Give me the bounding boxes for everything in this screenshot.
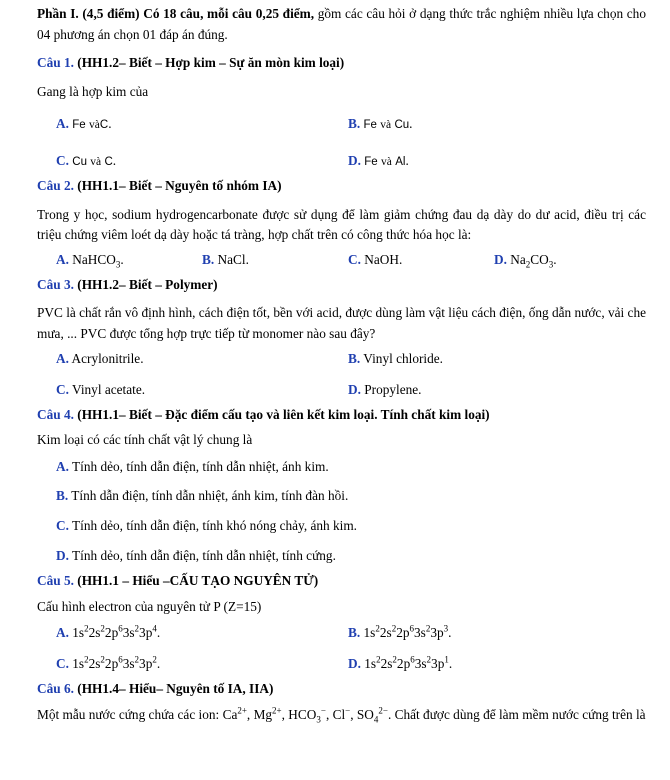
question-1-options — [37, 114, 646, 182]
question-3-stem: PVC là chất rắn vô định hình, cách điện tốt, bền với acid, được dùng làm vật liệu cách điện, ống dẫn nước, vải che mưa, ... PVC được tổng hợp trực tiếp từ monomer nào sau đây? — [37, 305, 646, 341]
question-2-option-a[interactable]: A. NaHCO$_3$. — [56, 251, 124, 270]
question-5-stem: Cấu hình electron của nguyên tử P (Z=15) — [37, 598, 262, 614]
question-5-options — [37, 623, 646, 684]
question-1-option-c[interactable]: C. Cu và C. — [56, 153, 117, 169]
question-4-topic: (HH1.1– Biết – Đặc điểm cấu tạo và liên kết kim loại. Tính chất kim loại) — [77, 406, 490, 422]
question-5-option-b[interactable]: B. $1s^22s^22p^63s^23p^3$. — [348, 624, 452, 641]
question-3-topic: (HH1.2– Biết – Polymer) — [77, 276, 218, 292]
part-header-title: Phần I. (4,5 điểm) Có 18 câu, mỗi câu 0,25 điểm, — [37, 6, 315, 21]
question-4-option-b[interactable]: B. Tính dẫn điện, tính dẫn nhiệt, ánh kim, tính đàn hồi. — [56, 488, 349, 504]
question-3-label: Câu 3. — [37, 276, 74, 292]
question-3-option-a[interactable]: A. Acrylonitrile. — [56, 351, 144, 367]
question-4-options — [37, 457, 646, 575]
question-4-heading — [37, 405, 646, 426]
question-3-option-c[interactable]: C. Vinyl acetate. — [56, 381, 146, 397]
question-5-heading — [37, 571, 646, 592]
question-2-stem: Trong y học, sodium hydrogencarbonate được sử dụng để làm giảm chứng đau dạ dày do dư acid, điều trị các triệu chứng viêm loét dạ dày hoặc tá tràng, hợp chất trên có công thức hóa học là: — [37, 206, 646, 243]
question-2-option-c[interactable]: C. NaOH. — [348, 251, 403, 267]
question-2-heading — [37, 176, 646, 197]
question-4-option-c[interactable]: C. Tính dẻo, tính dẫn điện, tính khó nóng chảy, ánh kim. — [56, 517, 358, 533]
question-6-label: Câu 6. — [37, 680, 74, 696]
question-5-option-d[interactable]: D. $1s^22s^22p^63s^23p^1$. — [348, 654, 453, 672]
question-2-option-b[interactable]: B. NaCl. — [202, 251, 249, 267]
part-header-rest: gồm các câu hỏi ở dạng thức trắc nghiệm nhiều lựa chọn cho 04 phương án chọn 01 đáp án đúng. — [37, 6, 646, 42]
question-1-stem: Gang là hợp kim của — [37, 83, 149, 99]
question-1-option-d[interactable]: D. Fe và Al. — [348, 153, 409, 169]
question-3-option-b[interactable]: B. Vinyl chloride. — [348, 351, 444, 367]
question-1-option-b[interactable]: B. Fe và Cu. — [348, 116, 413, 132]
question-1-option-a[interactable]: A. Fe vàC. — [56, 116, 112, 132]
question-4-stem: Kim loại có các tính chất vật lý chung là — [37, 432, 253, 448]
question-4-option-a[interactable]: A. Tính dẻo, tính dẫn điện, tính dẫn nhiệt, ánh kim. — [56, 458, 329, 474]
question-2-topic: (HH1.1– Biết – Nguyên tố nhóm IA) — [77, 178, 282, 194]
question-6-stem: Một mẫu nước cứng chứa các ion: $Ca^{2+}$, $Mg^{2+}$, $HCO_3^-$, Cl−, $SO_4^{2-}$. Chất được dùng để làm mềm nước cứng trên là — [37, 705, 646, 725]
question-5-topic: (HH1.1 – Hiểu –CẤU TẠO NGUYÊN TỬ) — [77, 573, 319, 589]
question-4-option-d[interactable]: D. Tính dẻo, tính dẫn điện, tính dẫn nhiệt, tính cứng. — [56, 547, 336, 563]
question-1-topic: (HH1.2– Biết – Hợp kim – Sự ăn mòn kim loại) — [77, 55, 345, 71]
part-header — [37, 4, 646, 45]
question-1-label: Câu 1. — [37, 55, 74, 71]
question-5-label: Câu 5. — [37, 573, 74, 589]
question-3-option-d[interactable]: D. Propylene. — [348, 381, 422, 397]
question-6-heading — [37, 679, 646, 700]
question-1-heading — [37, 53, 646, 74]
question-3-heading — [37, 275, 646, 296]
question-5-option-c[interactable]: C. $1s^22s^22p^63s^23p^2$. — [56, 654, 161, 672]
question-2-options — [37, 250, 646, 271]
question-6-topic: (HH1.4– Hiểu– Nguyên tố IA, IIA) — [77, 680, 274, 696]
question-4-label: Câu 4. — [37, 406, 74, 422]
question-2-option-d[interactable]: D. $Na_2CO_3$. — [494, 251, 557, 270]
question-2-label: Câu 2. — [37, 178, 74, 194]
question-3-options — [37, 349, 646, 410]
question-5-option-a[interactable]: A. $1s^22s^22p^63s^23p^4$. — [56, 624, 161, 641]
